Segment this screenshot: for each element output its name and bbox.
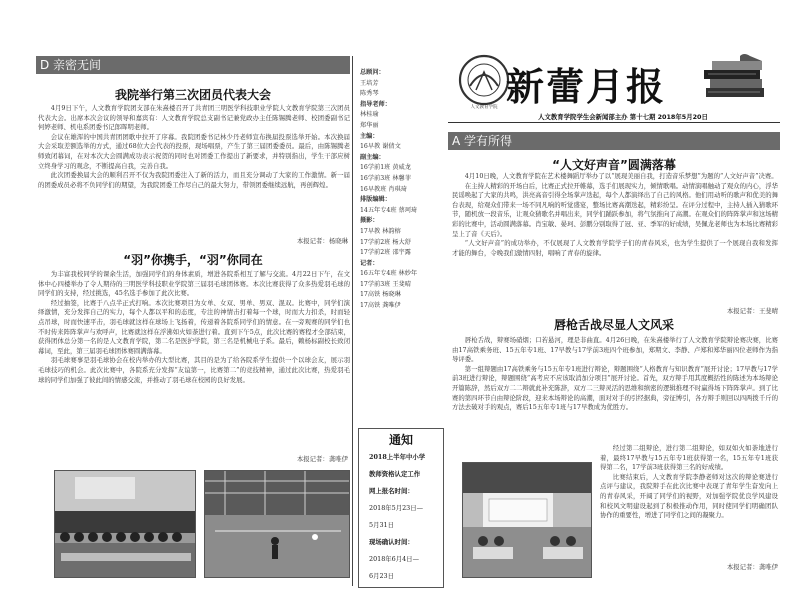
notice-box bbox=[358, 428, 444, 588]
staff-name: 14五年专4班 蔡珂琦 bbox=[360, 206, 418, 214]
article-paragraph: 羽毛球赛事是羽毛球协会在校内举办的大型比赛，其目的是为了给各院系学生提供一个以球会友，展示羽毛球技巧的机会。此次比赛中，各院系充分发挥“友谊第一，比赛第二”的竞技精神，通过此次比赛，热爱羽毛球的同学们加强了彼此间的情感交流，并推动了羽毛球在校园的良好发展。 bbox=[38, 356, 350, 384]
article-title-badminton: “羽”你携手，“羽”你同在 bbox=[123, 253, 263, 267]
notice-body bbox=[359, 449, 443, 585]
article-title-league-congress: 我院举行第三次团员代表大会 bbox=[114, 88, 271, 102]
masthead-rule bbox=[448, 122, 780, 123]
article-body-badminton bbox=[38, 270, 350, 385]
reporter-credit: 本报记者：龚唯伊 bbox=[296, 455, 348, 463]
article-paragraph: 在主持人精彩的开场白后，比赛正式拉开帷幕，选手们展现实力，倾情歌唱。动情演唱触动了观众的内心，浮华民谣唤起了大家的共鸣，洪亮高音引得全场掌声迭起，每个人都演绎出了自己的风格。他们用动听的歌声和优美的舞台表现，给观众们带来一场不同凡响的听觉盛宴，整场比赛高潮迭起，精彩纷呈。在评分过程中，主持人插入猜歌环节，随机放一段音乐，让观众猜歌名并唱出来，同学们踊跃参加，将气氛推向了高潮。在观众们的阵阵掌声和这场精彩的比赛中，活动圆满落幕。肖宝敏、晏珂、彭鹏分别取得了冠、亚、季军的好成绩，吴佩龙老师也为本场比赛精彩呈上了音《天后》。 bbox=[452, 181, 778, 238]
article-title-good-voice: “人文好声音”圆满落幕 bbox=[552, 158, 676, 172]
section-header-d: D 亲密无间 bbox=[36, 56, 350, 74]
staff-role-label: 记者： bbox=[360, 259, 379, 267]
column-divider bbox=[352, 56, 353, 586]
staff-role-label: 总顾问： bbox=[360, 69, 385, 76]
staff-name: 郑华丽 bbox=[360, 121, 379, 129]
notice-line: 现场确认时间： bbox=[369, 538, 414, 546]
reporter-credit: 本报记者：杨晓琳 bbox=[296, 237, 348, 245]
staff-name: 17学前2班 杨大舒 bbox=[360, 238, 411, 246]
staff-name: 16学前1班 黄威龙 bbox=[360, 164, 411, 172]
staff-name: 王培芳 bbox=[360, 79, 379, 87]
staff-name: 17学前2班 邵宇露 bbox=[360, 249, 411, 257]
article-paragraph: 第一组辩题由17高铁乘务与15五年专1班进行辩论，辩题围绕“人格教育与知识教育”展开讨论；17早教与17学前3班进行辩论，辩题围绕“高考应不应该取消加分项目”展开讨论。首先，双方辩手用其度概括性的陈述为本场辩论开篇陈辞，然后双方二二辩就此补充陈辞，双方二三辩灵活的思维和缜密的逻辑推理不时赢得场下阵阵掌声。到了比赛的第四环节自由辩论阶段，迎来本场辩论的高潮，面对对手的引经据典，旁征博引，各方辩手则回以四两拨千斤的方法去破对手的观点，赛后15五年专1班与17早教成为优胜方。 bbox=[452, 364, 778, 412]
staff-name: 16学前3班 林馨菲 bbox=[360, 174, 411, 182]
article-paragraph: 比赛结束后，人文教育学院李静老师对这次的辩论赛进行点评与建议，我院辩手在此次比赛中表现了青年学生奋发向上的青春风采，开阔了同学们的视野，对加强学院优良学风建设和校风文明建设起到了积极推动作用，同时使同学们明确团队协作的重要性，增进了同学们之间的凝聚力。 bbox=[600, 472, 778, 520]
notice-title: 通知 bbox=[388, 433, 413, 447]
staff-list bbox=[360, 68, 442, 312]
staff-role-label: 摄影： bbox=[360, 217, 379, 225]
article-paragraph: 4月9日下午，人文教育学院团支部在朱熹楼召开了共青团三明医学科技职业学院人文教育学院第三次团员代表大会。出席本次会议的领导和嘉宾有：人文教育学院总支副书记兼党政办主任陈锡腾老师、校团委副书记何婷老师、机电系团委书记郎晖明老师。 bbox=[38, 104, 350, 132]
notice-line: 教师资格认定工作 bbox=[369, 470, 421, 478]
article-paragraph: 此次团委换届大会的顺利召开不仅为我院团委注入了新的活力，而且充分调动了大家的工作激情。新一届的团委成员必将不负同学们的期望，为我院团委工作尽自己的最大努力，带领团委继续远航，再创辉煌。 bbox=[38, 171, 350, 189]
staff-name: 17学前3班 王斐晴 bbox=[360, 280, 411, 288]
staff-name: 陈秀琴 bbox=[360, 90, 379, 98]
section-header-a: A 学有所得 bbox=[448, 132, 780, 150]
staff-role-label: 副主编： bbox=[360, 153, 385, 161]
notice-line: 2018年6月4日— bbox=[369, 555, 419, 563]
staff-name: 16早教 谢倩文 bbox=[360, 143, 401, 151]
staff-name: 林桂瑜 bbox=[360, 111, 379, 119]
article-paragraph: 为丰富我校同学的课余生活，加强同学们的身体素质，增进各院系相互了解与交流。4月22日下午，在文体中心四楼举办了令人期待的三明医学科技职业学院第三届羽毛球团体赛。本次比赛获得了众多热爱羽毛球的同学们的支持，经过挑选，45名选手参加了此次比赛。 bbox=[38, 270, 350, 298]
staff-role-label: 排版编辑： bbox=[360, 196, 391, 204]
photo-badminton-match bbox=[204, 470, 350, 578]
article-paragraph: 经过抽签，比赛于八点半正式打响。本次比赛项目为女单、女双、男单、男双、混双。比赛中，同学们演绎激情，充分发挥自己的实力，每个人都以平和的态度，专注的神情击打着每一个球，时而大力扣杀，时而轻点吊球，时而快速平击，羽毛球就这样在球场上飞扬着，传递着各院系同学们的情意。在一旁观赛的同学们也不时传来阵阵掌声与欢呼声，比赛就这样在浮沸如火如荼进行着。直到下午5点，此次比赛的赛程才全部结束，获得团体总分第一名的是人文教育学院，第二名是医护学院，第三名是机械电子系。最后，赖杨标副校长致闭幕词，至此，第三届羽毛球团体赛圆满落幕。 bbox=[38, 298, 350, 355]
notice-line: 6月23日 bbox=[369, 572, 394, 580]
article-paragraph: “人文好声音”的成功举办，不仅展现了人文教育学院学子们的青春风采，也为学生提供了一个展现自我和发挥才能的舞台，令晚我们激情四射，唱响了青春的旋律。 bbox=[452, 239, 778, 257]
masthead-title: 新蕾月报 bbox=[506, 65, 667, 109]
books-icon bbox=[700, 52, 768, 106]
staff-name: 17高铁 龚唯伊 bbox=[360, 302, 401, 310]
article-paragraph: 唇枪舌战，辩赛场硝烟；口若悬河，理是非曲直。4月26日晚，在朱熹楼举行了人文教育学院辩论赛决赛，比赛由17高铁乘务班、15五年专1班、17早教与17学前3班四个班参加，郑期文、李静、卢郑和郑华丽四位老师作为指导评委。 bbox=[452, 336, 778, 364]
reporter-credit: 本报记者：龚唯伊 bbox=[726, 563, 778, 571]
article-body-league-congress bbox=[38, 104, 350, 190]
article-paragraph: 会议在雄浑的中国共青团团歌中拉开了序幕。我院团委书记林少丹老师宣布换届投票选举开始。本次换届大会采取差额选举的方式，通过68位大会代表的投票，现场唱票，产生了第三届团委委员。最后，由陈锡腾老师致闭幕词，在对本次大会圆满成功表示祝贺的同时也对团委工作提出了新要求，并特别指出，学生干部应树立终身学习的观念，不断提高自我，完善自我。 bbox=[38, 132, 350, 170]
logo-caption: 人文教育学院 bbox=[470, 105, 498, 110]
staff-role-label: 指导老师： bbox=[360, 100, 391, 108]
staff-name: 17高铁 杨晓琳 bbox=[360, 291, 401, 299]
staff-name: 16早教班 肖琪琦 bbox=[360, 185, 407, 193]
notice-line: 网上报名时间： bbox=[369, 487, 414, 495]
reporter-credit: 本报记者：王斐晴 bbox=[726, 307, 778, 315]
article-body-debate bbox=[452, 336, 778, 413]
photo-congress-meeting bbox=[54, 470, 196, 578]
notice-line: 2018年5月23日— bbox=[369, 504, 424, 512]
notice-line: 2018上半年中小学 bbox=[369, 453, 426, 461]
article-body-good-voice bbox=[452, 172, 778, 258]
masthead-subtitle: 人文教育学院学生会新闻部主办 第十七期 2018年5月20日 bbox=[538, 113, 708, 121]
article-title-debate: 唇枪舌战尽显人文风采 bbox=[553, 318, 674, 332]
article-paragraph: 4月10日晚，人文教育学院在艺术楼舞蹈厅举办了以“展现美丽自我，打造音乐梦想”为题的“人文好声音”决赛。 bbox=[464, 172, 778, 180]
staff-name: 17早教 林韵榕 bbox=[360, 227, 401, 235]
article-body-debate-cont bbox=[600, 444, 778, 521]
staff-role-label: 主编： bbox=[360, 132, 379, 140]
notice-line: 5月31日 bbox=[369, 521, 394, 529]
photo-debate-stage bbox=[462, 462, 592, 578]
staff-name: 16五年专4班 林妙年 bbox=[360, 270, 418, 278]
article-paragraph: 经过第二组辩论，进行第二组辩论，如双如火如荼地进行着，最终17早教与15五年专1班获得第一名，15五年专1班获得第二名，17学前3班获得第三名的好成绩。 bbox=[600, 444, 778, 472]
